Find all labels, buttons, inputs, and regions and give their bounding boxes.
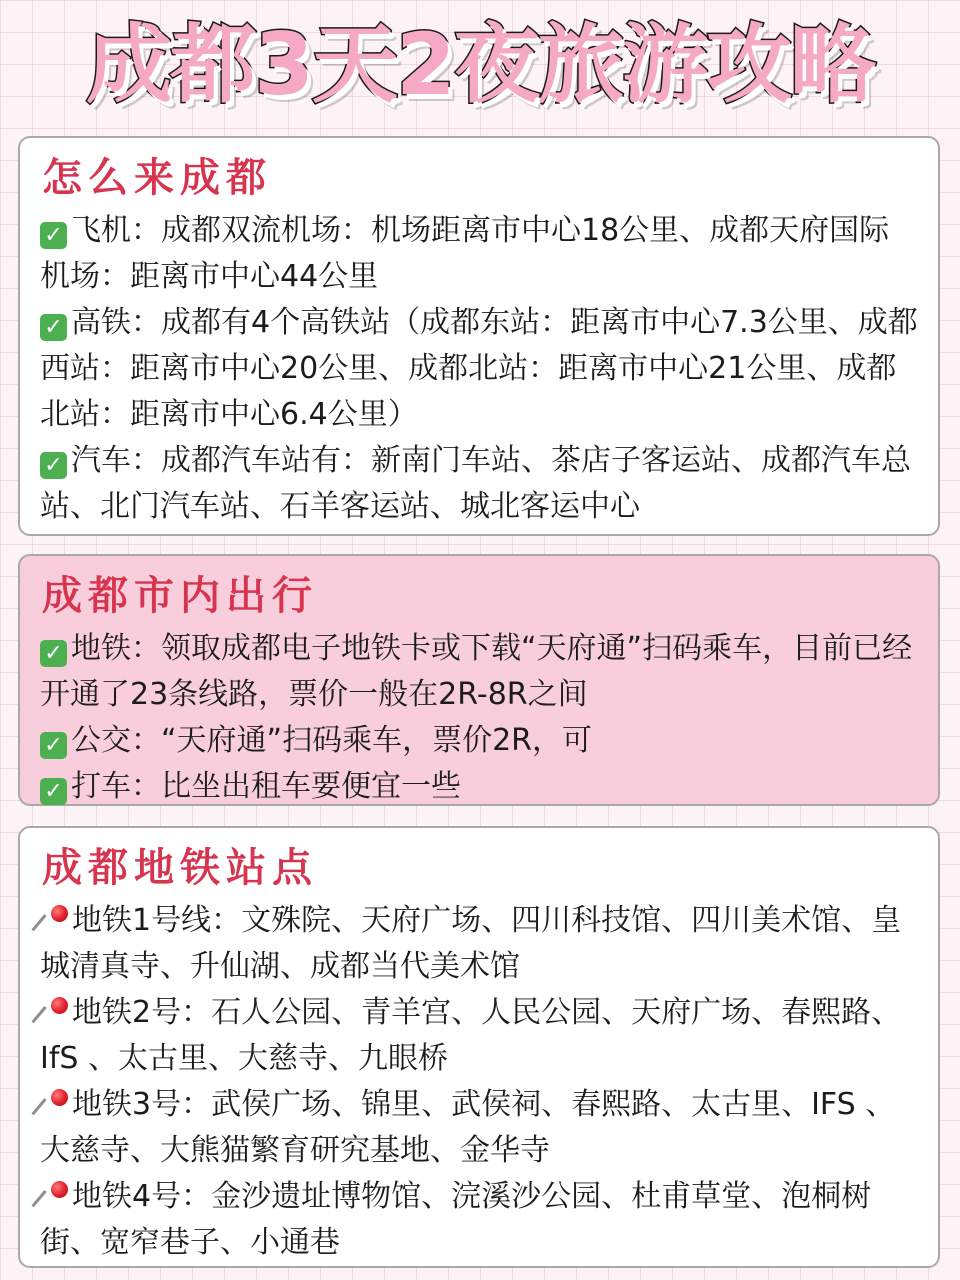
list-item — [40, 626, 918, 718]
list-item — [40, 718, 918, 764]
red-pushpin-icon — [40, 1179, 70, 1209]
section-metro-stations — [18, 826, 940, 1268]
list-item — [40, 438, 918, 530]
list-item — [40, 208, 918, 300]
section-heading: 成都地铁站点 — [42, 845, 318, 891]
red-pushpin-icon — [40, 1087, 70, 1117]
list-item — [40, 990, 918, 1082]
list-item — [40, 898, 918, 990]
item-text: 地铁3号：武侯广场、锦里、武侯祠、春熙路、太古里、IFS 、大慈寺、大熊猫繁育研究基地、金华寺 — [40, 1087, 896, 1168]
page-title: 成都3天2夜旅游攻略 — [86, 15, 874, 115]
item-text: 地铁4号：金沙遗址博物馆、浣溪沙公园、杜甫草堂、泡桐树街、宽窄巷子、小通巷 — [40, 1179, 872, 1260]
item-text: 高铁：成都有4个高铁站（成都东站：距离市中心7.3公里、成都西站：距离市中心20公里、成都北站：距离市中心21公里、成都北站：距离市中心6.4公里） — [40, 305, 918, 432]
item-text: 公交：“天府通”扫码乘车，票价2R，可 — [71, 723, 593, 758]
check-mark-icon: ✓ — [40, 314, 67, 341]
item-text: 汽车：成都汽车站有：新南门车站、茶店子客运站、成都汽车总站、北门汽车站、石羊客运站、城北客运中心 — [40, 443, 911, 524]
red-pushpin-icon — [40, 903, 70, 933]
check-mark-icon: ✓ — [40, 778, 67, 805]
section-heading: 成都市内出行 — [42, 573, 318, 619]
list-item — [40, 300, 918, 438]
section-heading: 怎么来成都 — [42, 155, 272, 201]
list-item — [40, 1174, 918, 1266]
section-city-transport — [18, 554, 940, 806]
check-mark-icon: ✓ — [40, 640, 67, 667]
item-text: 地铁1号线：文殊院、天府广场、四川科技馆、四川美术馆、皇城清真寺、升仙湖、成都当代美术馆 — [40, 903, 902, 984]
check-mark-icon: ✓ — [40, 732, 67, 759]
item-text: 地铁：领取成都电子地铁卡或下载“天府通”扫码乘车，目前已经开通了23条线路，票价一般在2R-8R之间 — [40, 631, 913, 712]
check-mark-icon: ✓ — [40, 222, 67, 249]
check-mark-icon: ✓ — [40, 452, 67, 479]
section-how-to-get-to-chengdu — [18, 136, 940, 536]
item-text: 打车：比坐出租车要便宜一些 — [71, 769, 461, 804]
red-pushpin-icon — [40, 995, 70, 1025]
list-item — [40, 1082, 918, 1174]
list-item — [40, 764, 918, 810]
item-text: 飞机：成都双流机场：机场距离市中心18公里、成都天府国际机场：距离市中心44公里 — [40, 213, 890, 294]
item-text: 地铁2号：石人公园、青羊宫、人民公园、天府广场、春熙路、 IfS 、太古里、大慈寺、九眼桥 — [40, 995, 902, 1076]
